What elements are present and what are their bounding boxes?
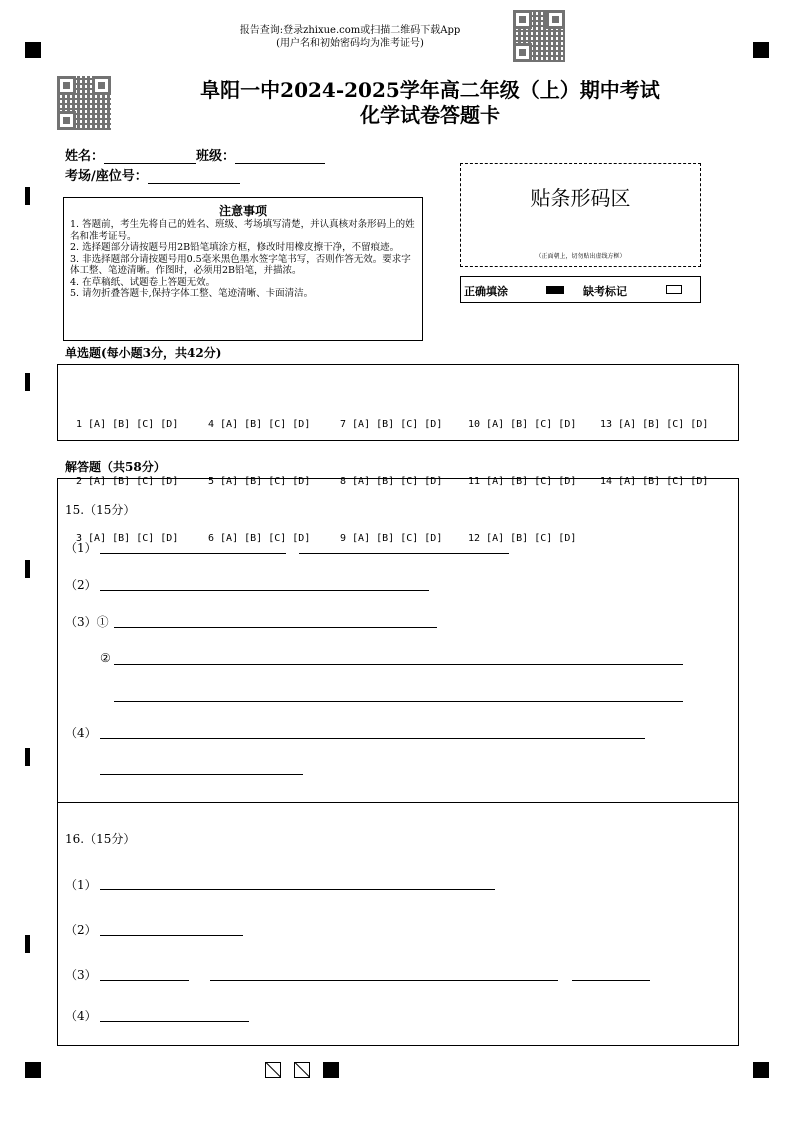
q15-part1-label: （1） xyxy=(65,541,97,555)
note-item: 1. 答题前，考生先将自己的姓名、班级、考场填写清楚，并认真核对条形码上的姓名和准考证号。 xyxy=(70,219,415,242)
page-code-slash-box xyxy=(294,1062,310,1078)
notes-title: 注意事项 xyxy=(218,204,267,218)
q16-part2-label: （2） xyxy=(65,923,97,937)
class-label: 班级： xyxy=(196,149,236,164)
q16-part1-label: （1） xyxy=(65,878,97,892)
q15-part3b-answer-line[interactable] xyxy=(114,701,683,702)
q15-part2-label: （2） xyxy=(65,578,97,592)
mc-question-row[interactable]: 9 [A] [B] [C] [D] xyxy=(340,533,443,544)
q16-part3-answer-line[interactable] xyxy=(572,980,650,981)
mc-question-row[interactable]: 13 [A] [B] [C] [D] xyxy=(600,419,709,430)
mc-question-row[interactable]: 10 [A] [B] [C] [D] xyxy=(468,419,577,430)
seat-field[interactable] xyxy=(148,170,240,184)
q15-part4-answer-line[interactable] xyxy=(100,774,303,775)
q15-part3-label: （3）① xyxy=(65,615,109,629)
q15-part3a-answer-line[interactable] xyxy=(114,627,437,628)
mc-question-row[interactable]: 14 [A] [B] [C] [D] xyxy=(600,476,709,487)
fill-legend xyxy=(460,276,701,303)
mc-question-row[interactable]: 8 [A] [B] [C] [D] xyxy=(340,476,443,487)
qr-code-icon xyxy=(57,76,111,130)
q16-title: 16.（15分） xyxy=(65,832,136,846)
report-query-line: 报告查询:登录zhixue.com或扫描二维码下载App xyxy=(239,25,461,36)
q15-part1-answer-line[interactable] xyxy=(299,553,509,554)
q16-part3-label: （3） xyxy=(65,968,97,982)
free-section-heading: 解答题（共58分） xyxy=(65,460,166,474)
q15-part2-answer-line[interactable] xyxy=(100,590,429,591)
q16-part4-label: （4） xyxy=(65,1009,97,1023)
q15-part3b-answer-line[interactable] xyxy=(114,664,683,665)
mc-question-row[interactable]: 3 [A] [B] [C] [D] xyxy=(76,533,179,544)
corner-mark-top-right xyxy=(753,42,769,58)
q16-part2-answer-line[interactable] xyxy=(100,935,243,936)
login-hint-line: (用户名和初始密码均为准考证号) xyxy=(276,38,424,49)
timing-mark xyxy=(25,187,30,205)
mc-section-heading: 单选题(每小题3分，共42分) xyxy=(65,346,222,360)
timing-mark xyxy=(25,748,30,766)
q15-part4-label: （4） xyxy=(65,726,97,740)
q15-part4-answer-line[interactable] xyxy=(100,738,645,739)
absent-mark-checkbox[interactable] xyxy=(666,285,682,294)
q16-part1-answer-line[interactable] xyxy=(100,889,495,890)
notes-box xyxy=(63,197,423,341)
correct-fill-label: 正确填涂 xyxy=(464,285,508,298)
q16-part3-answer-line[interactable] xyxy=(100,980,189,981)
qr-code-icon[interactable] xyxy=(513,10,565,62)
mc-question-row[interactable]: 2 [A] [B] [C] [D] xyxy=(76,476,179,487)
exam-title-line1: 阜阳一中2024-2025学年高二年级（上）期中考试 xyxy=(200,78,660,102)
note-item: 3. 非选择题部分请按题号用0.5毫米黑色墨水签字笔书写，否则作答无效。要求字体工整、笔迹清晰。作图时，必须用2B铅笔，并描浓。 xyxy=(70,253,411,276)
mc-question-row[interactable]: 12 [A] [B] [C] [D] xyxy=(468,533,577,544)
barcode-area-title: 贴条形码区 xyxy=(530,186,631,210)
q15-title: 15.（15分） xyxy=(65,503,136,517)
note-item: 5. 请勿折叠答题卡,保持字体工整、笔迹清晰、卡面清洁。 xyxy=(70,288,314,299)
q15-part3b-label: ② xyxy=(100,651,111,665)
q15-answer-box xyxy=(57,478,739,803)
timing-mark xyxy=(25,935,30,953)
mc-question-row[interactable]: 4 [A] [B] [C] [D] xyxy=(208,419,311,430)
mc-question-row[interactable]: 7 [A] [B] [C] [D] xyxy=(340,419,443,430)
name-label: 姓名： xyxy=(65,149,105,164)
class-field[interactable] xyxy=(235,150,325,164)
mc-question-row[interactable]: 11 [A] [B] [C] [D] xyxy=(468,476,577,487)
q16-answer-box xyxy=(57,802,739,1046)
seat-label: 考场/座位号： xyxy=(65,169,148,184)
q16-part4-answer-line[interactable] xyxy=(100,1021,249,1022)
corner-mark-bottom-left xyxy=(25,1062,41,1078)
timing-mark xyxy=(25,373,30,391)
corner-mark-bottom-right xyxy=(753,1062,769,1078)
name-field[interactable] xyxy=(104,150,196,164)
report-query-note xyxy=(200,24,500,50)
page-code-slash-box xyxy=(265,1062,281,1078)
q15-part1-answer-line[interactable] xyxy=(100,553,286,554)
exam-title-line2: 化学试卷答题卡 xyxy=(360,103,500,127)
correct-fill-sample xyxy=(546,286,564,294)
barcode-area-note: （正面朝上，切勿贴出虚线方框） xyxy=(535,253,626,260)
absent-mark-label: 缺考标记 xyxy=(583,285,627,298)
page-code-filled-box xyxy=(323,1062,339,1078)
mc-question-row[interactable]: 5 [A] [B] [C] [D] xyxy=(208,476,311,487)
note-item: 2. 选择题部分请按题号用2B铅笔填涂方框，修改时用橡皮擦干净，不留痕迹。 xyxy=(70,242,400,253)
note-item: 4. 在草稿纸、试题卷上答题无效。 xyxy=(70,276,216,288)
q16-part3-answer-line[interactable] xyxy=(210,980,558,981)
barcode-area[interactable] xyxy=(460,163,701,267)
corner-mark-top-left xyxy=(25,42,41,58)
timing-mark xyxy=(25,560,30,578)
mc-question-row[interactable]: 6 [A] [B] [C] [D] xyxy=(208,533,311,544)
student-info xyxy=(65,145,365,185)
mc-question-row[interactable]: 1 [A] [B] [C] [D] xyxy=(76,419,179,430)
exam-title xyxy=(160,78,700,128)
